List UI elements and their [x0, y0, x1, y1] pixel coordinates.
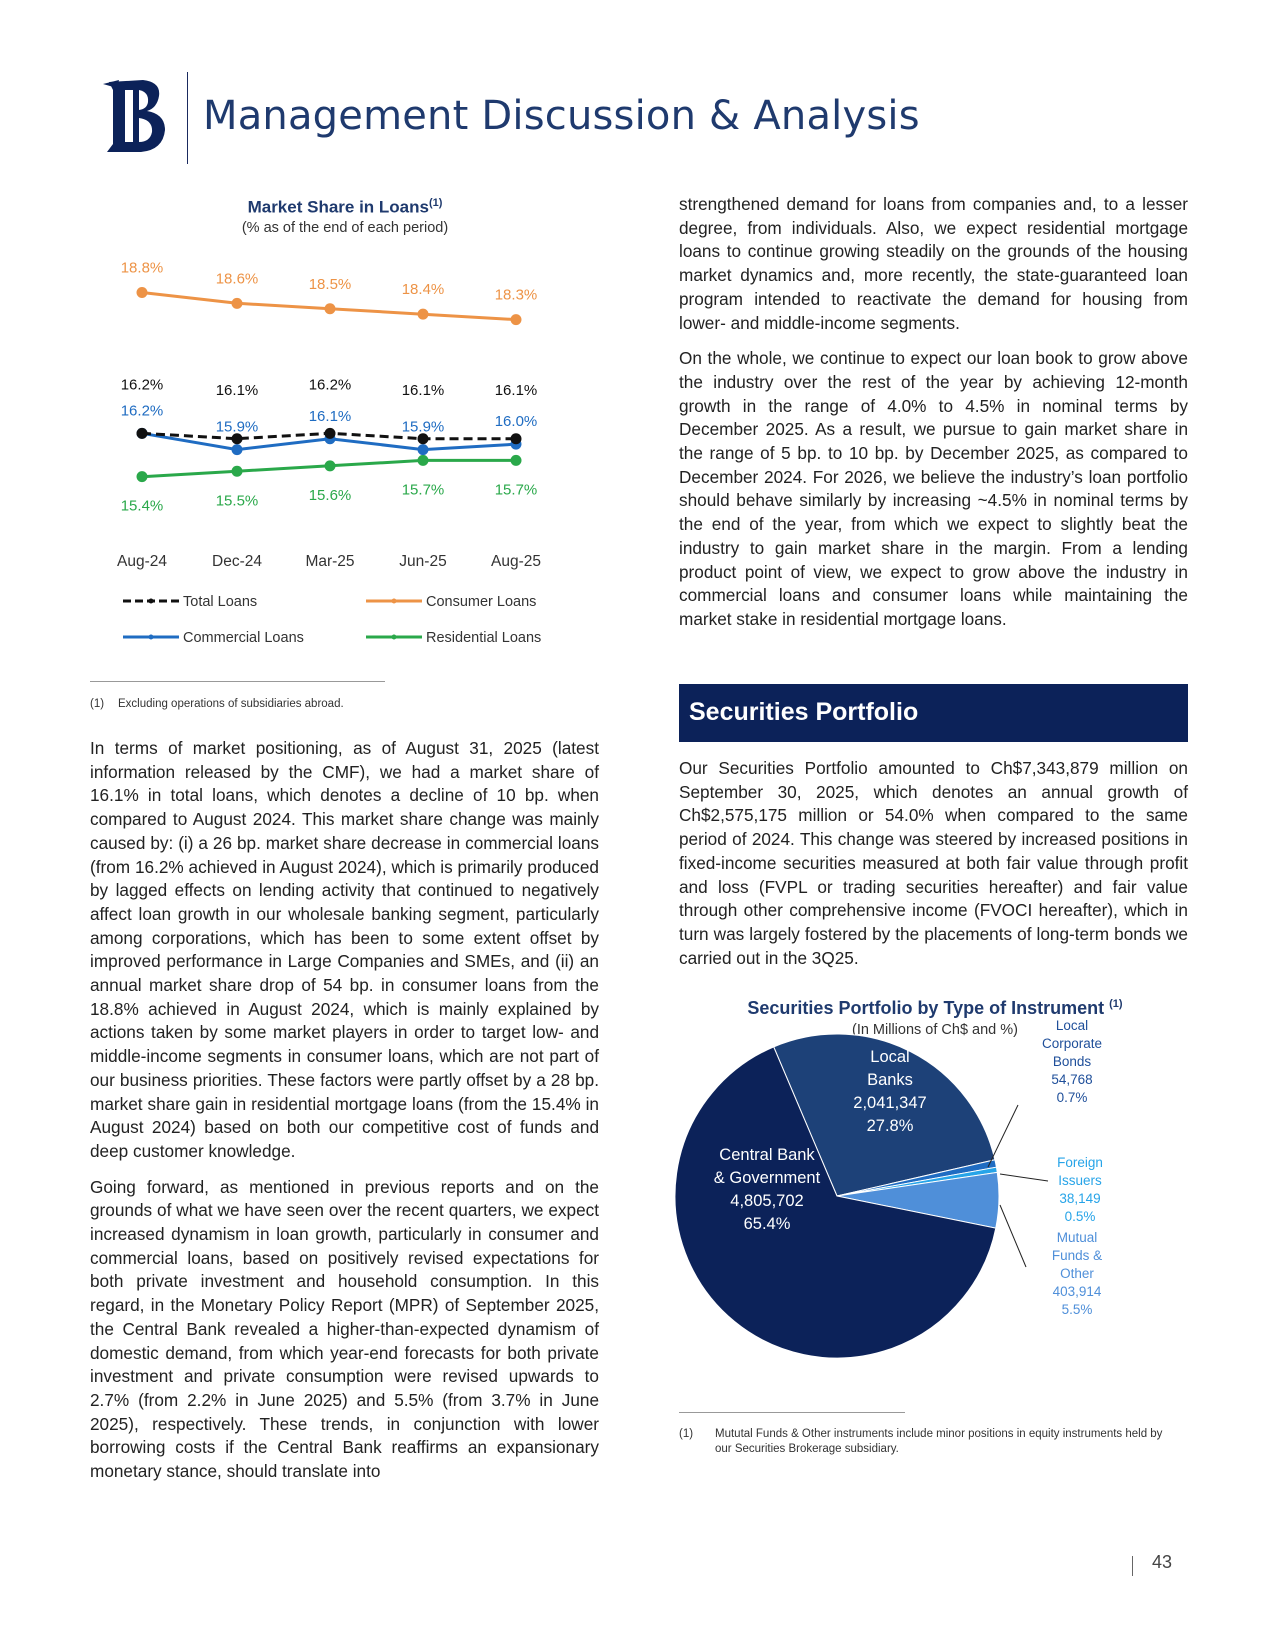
x-tick-label: Jun-25 — [399, 553, 447, 570]
leader-line-foreign-issuers — [1000, 1174, 1048, 1181]
securities-column — [679, 757, 1188, 982]
pie-label-local-banks: 2,041,347 — [853, 1094, 927, 1112]
total-loans-point — [511, 433, 522, 444]
consumer-loans-data-label: 18.6% — [215, 270, 259, 288]
pie-label-foreign-issuers: 38,149 — [1059, 1191, 1101, 1206]
total-loans-data-label: 16.1% — [215, 381, 259, 399]
pie-label-central-bank-government: Central Bank — [719, 1146, 815, 1164]
residential-loans-point — [325, 460, 336, 471]
leader-line-local-corporate-bonds — [988, 1105, 1018, 1167]
footnote-text: Mututal Funds & Other instruments include minor positions in equity instruments held by our Securities Brokerage subsidiary. — [715, 1428, 1163, 1455]
residential-loans-point — [511, 455, 522, 466]
loan-chart-title: Market Share in Loans$^{(1)}$ — [247, 197, 443, 217]
residential-loans-data-label: 15.7% — [494, 481, 538, 499]
footnote-number: (1) — [679, 1428, 694, 1440]
pie-label-local-corporate-bonds: 0.7% — [1056, 1090, 1088, 1105]
pie-label-foreign-issuers: Foreign — [1057, 1155, 1103, 1170]
pie-label-mutual-funds-other: Mutual — [1056, 1230, 1098, 1245]
page-title: Management Discussion & Analysis — [203, 93, 920, 139]
x-tick-label: Mar-25 — [305, 553, 355, 570]
left-column — [90, 737, 599, 1496]
commercial-loans-data-label: 16.0% — [494, 413, 538, 431]
residential-loans-data-label: 15.6% — [308, 486, 352, 504]
commercial-loans-point — [418, 444, 429, 455]
pie-label-local-corporate-bonds: Local — [1055, 1018, 1089, 1033]
leader-line-mutual-funds-other — [1000, 1205, 1026, 1267]
pie-label-mutual-funds-other: 5.5% — [1061, 1302, 1093, 1317]
residential-loans-point — [137, 471, 148, 482]
footnote-rule — [679, 1412, 905, 1413]
pie-label-local-corporate-bonds: Bonds — [1052, 1054, 1092, 1069]
x-tick-label: Aug-24 — [117, 553, 167, 570]
pie-label-local-corporate-bonds: 54,768 — [1051, 1072, 1093, 1087]
x-tick-label: Aug-25 — [491, 553, 541, 570]
pie-label-foreign-issuers: 0.5% — [1064, 1209, 1096, 1224]
consumer-loans-data-label: 18.8% — [120, 259, 164, 277]
residential-loans-data-label: 15.4% — [120, 497, 164, 515]
commercial-loans-data-label: 15.9% — [401, 418, 445, 436]
residential-loans-data-label: 15.5% — [215, 492, 259, 510]
residential-loans-point — [232, 466, 243, 477]
page-number: 43 — [1152, 1552, 1173, 1572]
pie-label-central-bank-government: 4,805,702 — [730, 1192, 804, 1210]
pie-label-local-banks: Banks — [867, 1071, 913, 1089]
pie-label-central-bank-government: 65.4% — [743, 1215, 791, 1233]
left-footnote — [90, 697, 600, 712]
consumer-loans-point — [137, 287, 148, 298]
consumer-loans-data-label: 18.4% — [401, 281, 445, 299]
commercial-loans-data-label: 15.9% — [215, 418, 259, 436]
consumer-loans-data-label: 18.5% — [308, 275, 352, 293]
footnote-number: (1) — [90, 698, 105, 710]
legend-label-commercial-loans: Commercial Loans — [183, 630, 304, 646]
pie-label-central-bank-government: & Government — [713, 1169, 821, 1187]
pie-chart-title: Securities Portfolio by Type of Instrument $^{(1)}$ — [747, 998, 1123, 1018]
legend-marker-total-loans — [149, 599, 154, 604]
commercial-loans-point — [232, 444, 243, 455]
consumer-loans-data-label: 18.3% — [494, 286, 538, 304]
legend-marker-consumer-loans — [392, 599, 397, 604]
market-positioning-paragraph: In terms of market positioning, as of August 31, 2025 (latest information released by the CMF), we had a market share of 16.1% in total loans, which denotes a decline of 10 bp. when compared to August 2024. This market share change was mainly caused by: (i) a 26 bp. market share decrease in commercial loans (from 16.2% achieved in August 2024), which is primarily produced by lagged effects on lending activity that continued to negatively affect loan growth in our wholesale banking segment, particularly among corporations, which has been to some extent offset by improved performance in Large Companies and SMEs, and (ii) an annual market share drop of 54 bp. in consumer loans from the 18.8% achieved in August 2024, which is mainly explained by actions taken by some market players in order to target low- and middle-income segments in consumer loans, which are not part of our business priorities. These factors were partly offset by a 28 bp. market share gain in residential mortgage loans (from the 15.4% in August 2024) based on both our competitive cost of funds and deep customer knowledge. — [90, 738, 599, 1161]
legend-label-total-loans: Total Loans — [183, 594, 258, 610]
legend-label-residential-loans: Residential Loans — [426, 630, 542, 646]
securities-portfolio-heading: Securities Portfolio — [679, 684, 1188, 742]
footnote-rule — [90, 681, 385, 682]
commercial-loans-data-label: 16.2% — [120, 402, 164, 420]
total-loans-data-label: 16.1% — [494, 381, 538, 399]
going-forward-paragraph: Going forward, as mentioned in previous reports and on the grounds of what we have seen over the recent quarters, we expect increased dynamism in loan growth, particularly in consumer and commercial loans, based on positively revised expectations for both private investment and household consumption. In this regard, in the Monetary Policy Report (MPR) of September 2025, the Central Bank revealed a higher-than-expected dynamism of domestic demand, from which year-end forecasts for both private investment and private consumption were revised upwards to 2.7% (from 2.2% in June 2025) and 5.5% (from 3.7% in June 2025), respectively. These trends, in conjunction with lower borrowing costs if the Central Bank reaffirms an expansionary monetary stance, should translate into — [90, 1176, 599, 1482]
pie-label-mutual-funds-other: Other — [1060, 1266, 1094, 1281]
pie-label-mutual-funds-other: 403,914 — [1052, 1284, 1102, 1299]
pie-label-mutual-funds-other: Funds & — [1051, 1248, 1103, 1263]
pie-chart-subtitle: (In Millions of Ch$ and %) — [851, 1022, 1018, 1038]
right-column — [679, 193, 1188, 644]
loan-chart-subtitle: (% as of the end of each period) — [241, 220, 449, 236]
pie-label-local-corporate-bonds: Corporate — [1041, 1036, 1103, 1051]
total-loans-data-label: 16.1% — [401, 381, 445, 399]
loan-outlook-paragraph: On the whole, we continue to expect our loan book to grow above the industry over the rest of the year by achieving 12-month growth in the range of 4.0% to 4.5% in nominal terms by December 2025. As a result, we pursue to gain market share in the range of 5 bp. to 10 bp. by December 2025, as compared to December 2024. For 2026, we believe the industry’s loan portfolio should behave similarly by increasing ~4.5% in nominal terms by the end of the year, from which we expect to slightly beat the industry to gain market share in the margin. From a lending product point of view, we expect to grow above the industry in commercial loans and consumer loans while maintaining the market stake in residential mortgage loans. — [679, 348, 1188, 629]
pie-label-foreign-issuers: Issuers — [1058, 1173, 1102, 1188]
pie-label-local-banks: 27.8% — [866, 1117, 914, 1135]
bank-logo-icon — [103, 78, 173, 154]
securities-paragraph: Our Securities Portfolio amounted to Ch$7,343,879 million on September 30, 2025, which denotes an annual growth of Ch$2,575,175 million or 54.0% when compared to the same period of 2024. This change was steered by increased positions in fixed-income securities measured at both fair value through profit and loss (FVPL or trading securities hereafter) and fair value through other comprehensive income (FVOCI hereafter), which in turn was largely fostered by the placements of long-term bonds we carried out in the 3Q25. — [679, 758, 1188, 968]
loan-market-share-chart — [90, 260, 600, 670]
total-loans-point — [325, 428, 336, 439]
x-tick-label: Dec-24 — [212, 553, 262, 570]
consumer-loans-point — [418, 309, 429, 320]
legend-label-consumer-loans: Consumer Loans — [426, 594, 537, 610]
commercial-loans-data-label: 16.1% — [308, 407, 352, 425]
consumer-loans-point — [325, 303, 336, 314]
total-loans-data-label: 16.2% — [120, 376, 164, 394]
consumer-loans-point — [511, 314, 522, 325]
footnote-text: Excluding operations of subsidiaries abroad. — [118, 698, 344, 710]
legend-marker-commercial-loans — [149, 635, 154, 640]
total-loans-point — [137, 428, 148, 439]
legend-marker-residential-loans — [392, 635, 397, 640]
right-footnote — [679, 1427, 1164, 1457]
residential-loans-data-label: 15.7% — [401, 481, 445, 499]
page-number-divider — [1132, 1556, 1133, 1576]
pie-label-local-banks: Local — [870, 1048, 910, 1066]
residential-loans-point — [418, 455, 429, 466]
total-loans-data-label: 16.2% — [308, 376, 352, 394]
loan-demand-paragraph: strengthened demand for loans from companies and, to a lesser degree, from individuals. Also, we expect residential mortgage loans to continue growing steadily on the grounds of the housing market dynamics and, more recently, the state-guaranteed loan program intended to reactivate the demand for housing from lower- and middle-income segments. — [679, 194, 1188, 333]
title-divider — [187, 72, 188, 164]
consumer-loans-point — [232, 298, 243, 309]
